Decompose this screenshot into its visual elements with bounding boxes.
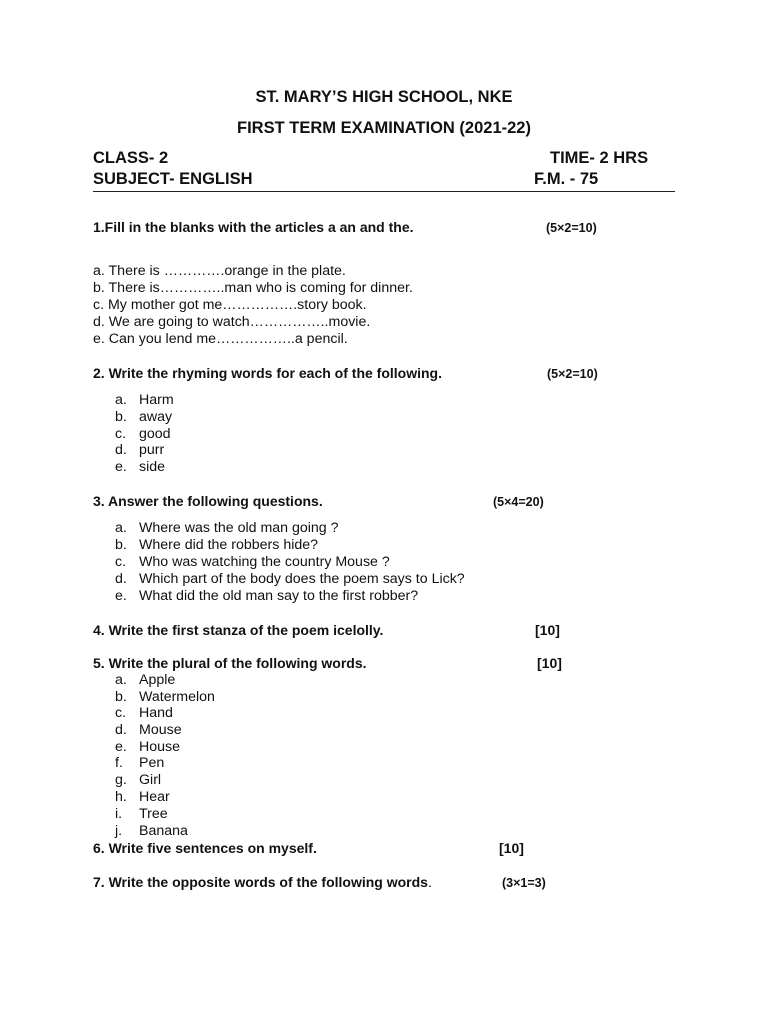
list-item: b. Where did the robbers hide?	[115, 537, 319, 553]
list-item: e. What did the old man say to the first robber?	[115, 588, 419, 604]
question-7-marks: (3×1=3)	[502, 876, 546, 890]
question-3-marks: (5×4=20)	[493, 495, 544, 509]
list-item: b. Watermelon	[115, 689, 215, 705]
question-4-marks: [10]	[535, 622, 560, 638]
list-item: h. Hear	[115, 789, 170, 805]
question-2-marks: (5×2=10)	[547, 367, 598, 381]
header-divider	[93, 191, 675, 192]
question-1-marks: (5×2=10)	[546, 221, 597, 235]
question-7-title-line	[93, 874, 432, 892]
question-1-title: 1.Fill in the blanks with the articles a an and the.	[93, 219, 414, 235]
exam-title: FIRST TERM EXAMINATION (2021-22)	[237, 119, 531, 137]
question-6-title: 6. Write five sentences on myself.	[93, 840, 317, 856]
list-item: a. Apple	[115, 672, 176, 688]
question-7-title: 7. Write the opposite words of the following words	[93, 874, 428, 890]
q1-line: d. We are going to watch……………..movie.	[93, 314, 371, 330]
question-5-marks: [10]	[537, 655, 562, 671]
question-3-title: 3. Answer the following questions.	[93, 493, 323, 509]
q1-line: b. There is…………..man who is coming for dinner.	[93, 280, 413, 296]
list-item: g. Girl	[115, 772, 162, 788]
question-6-marks: [10]	[499, 840, 524, 856]
list-item: d. purr	[115, 442, 165, 458]
list-item: f. Pen	[115, 755, 165, 771]
list-item: e. side	[115, 459, 166, 475]
subject-label: SUBJECT- ENGLISH	[93, 170, 253, 188]
question-7-title-suffix: .	[427, 875, 432, 891]
list-item: i. Tree	[115, 806, 168, 822]
list-item: a. Harm	[115, 392, 174, 408]
list-item: j. Banana	[115, 823, 188, 839]
time-label: TIME- 2 HRS	[550, 149, 649, 167]
school-name: ST. MARY’S HIGH SCHOOL, NKE	[255, 88, 513, 106]
list-item: d. Which part of the body does the poem says to Lick?	[115, 571, 465, 587]
q1-line: c. My mother got me…………….story book.	[93, 297, 367, 313]
list-item: e. House	[115, 739, 181, 755]
list-item: c. good	[115, 426, 171, 442]
q1-line: e. Can you lend me……………..a pencil.	[93, 331, 348, 347]
question-2-title: 2. Write the rhyming words for each of the following.	[93, 365, 442, 381]
class-label: CLASS- 2	[93, 149, 169, 167]
list-item: c. Hand	[115, 705, 173, 721]
question-4-title: 4. Write the first stanza of the poem icelolly.	[93, 622, 384, 638]
list-item: b. away	[115, 409, 173, 425]
list-item: a. Where was the old man going ?	[115, 520, 339, 536]
q1-line: a. There is ………….orange in the plate.	[93, 263, 346, 279]
full-marks-label: F.M. - 75	[534, 170, 599, 188]
question-5-title: 5. Write the plural of the following words.	[93, 655, 367, 671]
list-item: d. Mouse	[115, 722, 182, 738]
list-item: c. Who was watching the country Mouse ?	[115, 554, 390, 570]
